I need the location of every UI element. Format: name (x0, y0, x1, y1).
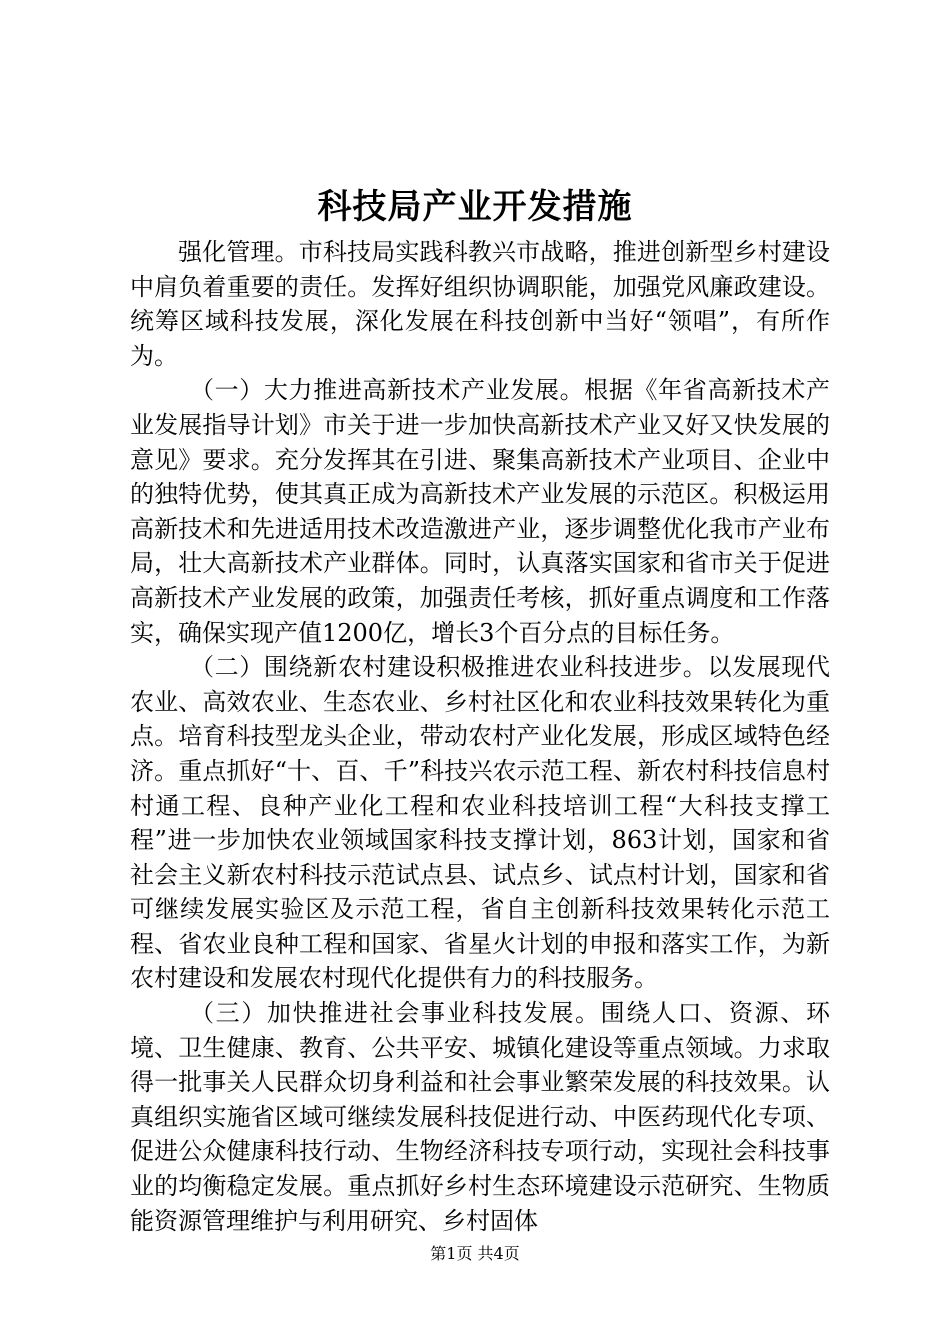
document-title: 科技局产业开发措施 (317, 187, 633, 227)
page-number-footer: 第1页 共4页 (430, 1244, 520, 1263)
paragraph-intro: 强化管理。市科技局实践科教兴市战略，推进创新型乡村建设中肩负着重要的责任。发挥好组织协调职能，加强党风廉政建设。统筹区域科技发展，深化发展在科技创新中当好“领唱”，有所作为。 (130, 238, 830, 370)
document-body (130, 235, 830, 1238)
paragraph-section-2: （二）围绕新农村建设积极推进农业科技进步。以发展现代农业、高效农业、生态农业、乡村社区化和农业科技效果转化为重点。培育科技型龙头企业，带动农村产业化发展，形成区域特色经济。重点抓好“十、百、千”科技兴农示范工程、新农村科技信息村村通工程、良种产业化工程和农业科技培训工程“大科技支撑工程”进一步加快农业领域国家科技支撑计划，863计划，国家和省社会主义新农村科技示范试点县、试点乡、试点村计划，国家和省可继续发展实验区及示范工程，省自主创新科技效果转化示范工程、省农业良种工程和国家、省星火计划的申报和落实工作，为新农村建设和发展农村现代化提供有力的科技服务。 (130, 653, 830, 993)
paragraph-section-1: （一）大力推进高新技术产业发展。根据《年省高新技术产业发展指导计划》市关于进一步加快高新技术产业又好又快发展的意见》要求。充分发挥其在引进、聚集高新技术产业项目、企业中的独特优势，使其真正成为高新技术产业发展的示范区。积极运用高新技术和先进适用技术改造激进产业，逐步调整优化我市产业布局，壮大高新技术产业群体。同时，认真落实国家和省市关于促进高新技术产业发展的政策，加强责任考核，抓好重点调度和工作落实，确保实现产值1200亿，增长3个百分点的目标任务。 (130, 376, 830, 647)
paragraph-section-3: （三）加快推进社会事业科技发展。围绕人口、资源、环境、卫生健康、教育、公共平安、城镇化建设等重点领域。力求取得一批事关人民群众切身利益和社会事业繁荣发展的科技效果。认真组织实施省区域可继续发展科技促进行动、中医药现代化专项、促进公众健康科技行动、生物经济科技专项行动，实现社会科技事业的均衡稳定发展。重点抓好乡村生态环境建设示范研究、生物质能资源管理维护与利用研究、乡村固体 (130, 999, 830, 1235)
